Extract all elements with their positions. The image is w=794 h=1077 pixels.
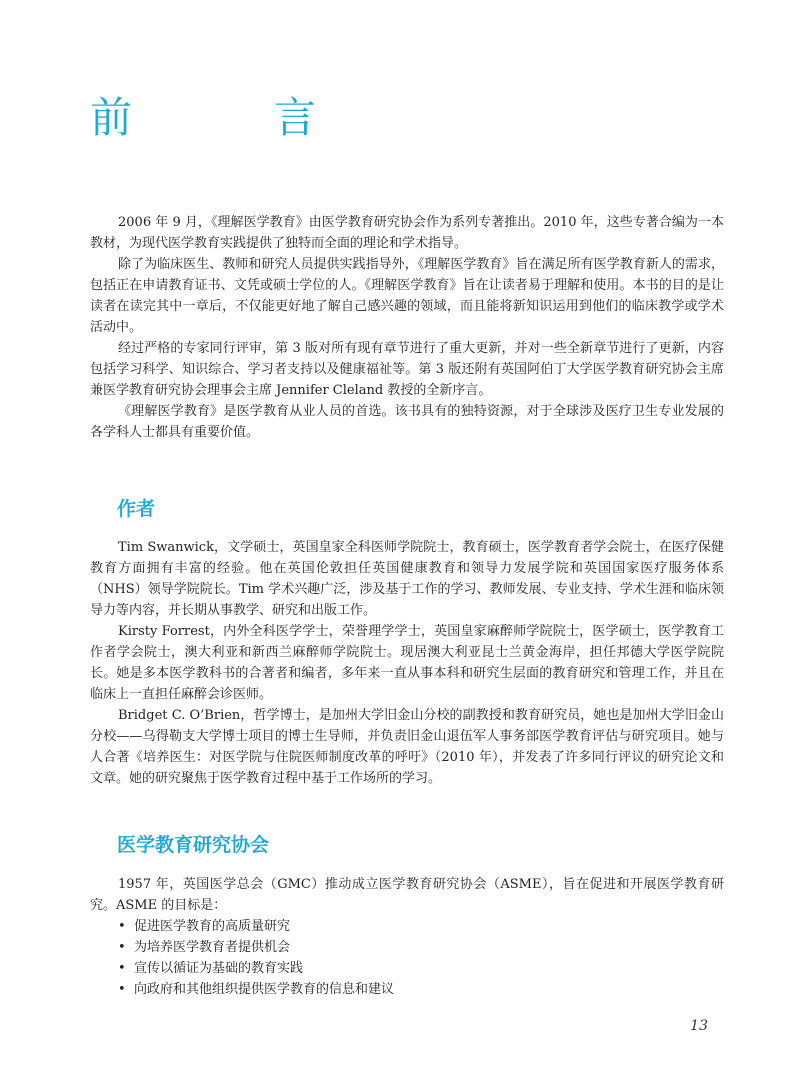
- asme-heading: 医学教育研究协会: [117, 834, 270, 856]
- bullet-icon: •: [118, 940, 126, 955]
- list-item: [90, 916, 724, 937]
- list-item: [90, 937, 724, 958]
- bullet-icon: •: [118, 919, 126, 934]
- author-bio-obrien: Bridget C. O’Brien，哲学博士，是加州大学旧金山分校的副教授和教育研究员，她也是加州大学旧金山分校——乌得勒支大学博士项目的博士生导师，并负责旧金山退伍军人事务部医学教育评估与研究项目。她与人合著《培养医生：对医学院与住院医师制度改革的呼吁》（2010 年），并发表了许多同行评议的研究论文和文章。她的研究聚焦于医学教育过程中基于工作场所的学习。: [90, 708, 724, 786]
- page-number: 13: [690, 1018, 708, 1034]
- list-item: [90, 958, 724, 979]
- preface-paragraph: 《理解医学教育》是医学教育从业人员的首选。该书具有的独特资源，对于全球涉及医疗卫生专业发展的各学科人士都具有重要价值。: [90, 404, 724, 440]
- asme-goals-list: [90, 916, 724, 1000]
- authors-section: [90, 537, 724, 789]
- author-bio-swanwick: Tim Swanwick，文学硕士，英国皇家全科医师学院院士，教育硕士，医学教育者学会院士，在医疗保健教育方面拥有丰富的经验。他在英国伦敦担任英国健康教育和领导力发展学院和英国国家医疗服务体系（NHS）领导学院院长。Tim 学术兴趣广泛，涉及基于工作的学习、教师发展、专业支持、学术生涯和临床领导力等内容，并长期从事教学、研究和出版工作。: [90, 540, 724, 618]
- bullet-icon: •: [118, 961, 126, 976]
- preface-paragraph: 除了为临床医生、教师和研究人员提供实践指导外，《理解医学教育》旨在满足所有医学教育新人的需求，包括正在申请教育证书、文凭或硕士学位的人。《理解医学教育》旨在让读者易于理解和使用。本书的目的是让读者在读完其中一章后，不仅能更好地了解自己感兴趣的领域，而且能将新知识运用到他们的临床教学或学术活动中。: [90, 257, 724, 335]
- list-item-text: 向政府和其他组织提供医学教育的信息和建议: [134, 982, 395, 997]
- preface-section: [90, 212, 724, 443]
- page-title: 前 言: [90, 93, 367, 142]
- list-item-text: 为培养医学教育者提供机会: [134, 940, 291, 955]
- bullet-icon: •: [118, 982, 126, 997]
- asme-section: [90, 874, 724, 1000]
- author-bio-forrest: Kirsty Forrest，内外全科医学学士，荣誉理学学士，英国皇家麻醉师学院院士，医学硕士，医学教育工作者学会院士，澳大利亚和新西兰麻醉师学院院士。现居澳大利亚昆士兰黄金海岸，担任邦德大学医学院院长。她是多本医学教科书的合著者和编者，多年来一直从事本科和研究生层面的教育研究和管理工作，并且在临床上一直担任麻醉会诊医师。: [90, 624, 724, 702]
- preface-paragraph: 2006 年 9 月，《理解医学教育》由医学教育研究协会作为系列专著推出。2010 年，这些专著合编为一本教材，为现代医学教育实践提供了独特而全面的理论和学术指导。: [90, 215, 724, 251]
- preface-paragraph: 经过严格的专家同行评审，第 3 版对所有现有章节进行了重大更新，并对一些全新章节进行了更新，内容包括学习科学、知识综合、学习者支持以及健康福祉等。第 3 版还附有英国阿伯丁大学医学教育研究协会主席兼医学教育研究协会理事会主席 Jennifer Cleland 教授的全新序言。: [90, 341, 724, 398]
- list-item-text: 促进医学教育的高质量研究: [134, 919, 291, 934]
- list-item-text: 宣传以循证为基础的教育实践: [134, 961, 304, 976]
- authors-heading: 作者: [117, 498, 156, 520]
- list-item: [90, 979, 724, 1000]
- asme-intro: 1957 年，英国医学总会（GMC）推动成立医学教育研究协会（ASME），旨在促进和开展医学教育研究。ASME 的目标是：: [90, 877, 724, 913]
